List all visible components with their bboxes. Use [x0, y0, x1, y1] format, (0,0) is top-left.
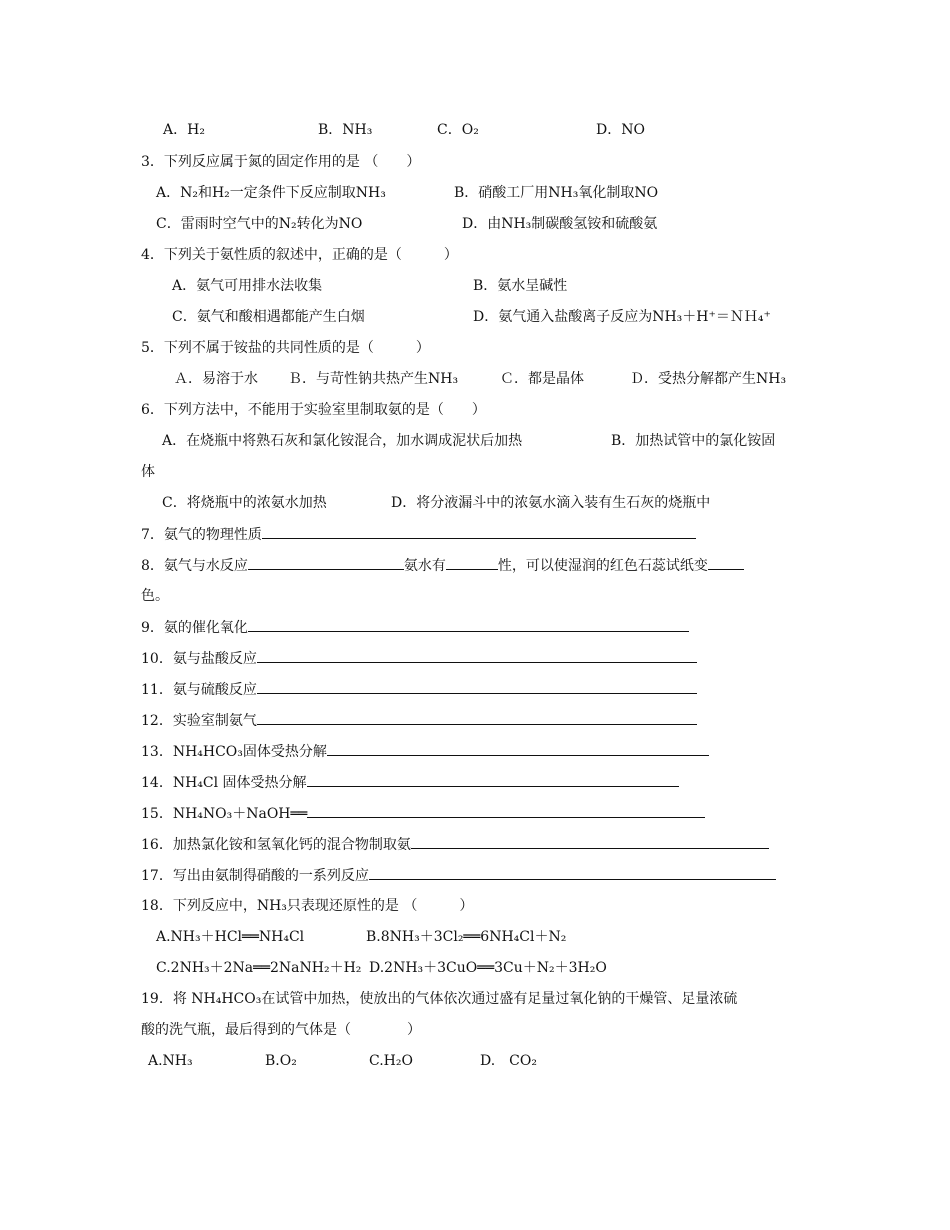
q3-option-c: C．雷雨时空气中的N₂转化为NO: [156, 216, 363, 232]
q11-answer-blank[interactable]: [257, 679, 697, 694]
q15-label: 15．NH₄NO₃＋NaOH══: [141, 806, 308, 822]
q16-line: [141, 834, 769, 855]
q14-label: 14．NH₄Cl 固体受热分解: [141, 775, 307, 791]
q15-line: [141, 803, 705, 824]
q8-line-end: 色。: [141, 588, 169, 604]
q10-label: 10．氨与盐酸反应: [141, 651, 257, 667]
q9-answer-blank[interactable]: [248, 617, 689, 632]
q11-label: 11．氨与硫酸反应: [141, 682, 257, 698]
q6-option-b: B．加热试管中的氯化铵固: [611, 433, 776, 449]
q17-answer-blank[interactable]: [369, 865, 776, 880]
q19-option-a: A.NH₃: [148, 1053, 193, 1069]
q10-line: [141, 648, 697, 669]
q17-line: [141, 865, 776, 886]
q5-option-c: Ｃ．都是晶体: [500, 371, 584, 387]
q9-label: 9．氨的催化氧化: [141, 620, 248, 636]
q11-line: [141, 679, 697, 700]
q2-option-c: C．O₂: [437, 122, 479, 138]
q19-option-c: C.H₂O: [369, 1053, 413, 1069]
q10-answer-blank[interactable]: [257, 648, 697, 663]
q6-option-d: D．将分液漏斗中的浓氨水滴入装有生石灰的烧瓶中: [391, 495, 711, 511]
q12-label: 12．实验室制氨气: [141, 713, 257, 729]
q7-line: [141, 524, 696, 545]
q12-line: [141, 710, 697, 731]
q13-answer-blank[interactable]: [327, 741, 709, 756]
q19-stem-line-1: 19．将 NH₄HCO₃在试管中加热，使放出的气体依次通过盛有足量过氧化钠的干燥管、足量浓硫: [141, 991, 738, 1007]
q3-stem: 3．下列反应属于氮的固定作用的是 （ ）: [141, 154, 421, 170]
q5-option-b: Ｂ．与苛性钠共热产生NH₃: [288, 371, 459, 387]
q3-option-b: B．硝酸工厂用NH₃氧化制取NO: [454, 185, 659, 201]
q4-option-c: C．氨气和酸相遇都能产生白烟: [172, 309, 365, 325]
q16-label: 16．加热氯化铵和氢氧化钙的混合物制取氨: [141, 837, 411, 853]
q8-text-ammonia-water: 氨水有: [403, 558, 446, 574]
q4-stem: 4．下列关于氨性质的叙述中，正确的是（ ）: [141, 247, 458, 263]
q18-option-d: D.2NH₃＋3CuO══3Cu＋N₂＋3H₂O: [369, 960, 607, 976]
q4-option-a: A．氨气可用排水法收集: [172, 278, 323, 294]
q12-answer-blank[interactable]: [257, 710, 697, 725]
q8-color-blank[interactable]: [708, 555, 744, 570]
q18-option-a: A.NH₃＋HCl══NH₄Cl: [156, 929, 305, 945]
q3-option-d: D．由NH₃制碳酸氢铵和硫酸氨: [462, 216, 658, 232]
q18-option-c: C.2NH₃＋2Na══2NaNH₂＋H₂: [156, 960, 362, 976]
q19-stem-line-2: 酸的洗气瓶，最后得到的气体是（ ）: [141, 1022, 421, 1038]
q8-line: [141, 555, 744, 576]
q4-option-b: B．氨水呈碱性: [473, 278, 568, 294]
q8-reaction-blank[interactable]: [248, 555, 404, 570]
q5-option-a: Ａ．易溶于水: [174, 371, 258, 387]
q7-answer-blank[interactable]: [262, 524, 696, 539]
q2-option-b: B．NH₃: [318, 122, 373, 138]
q19-option-d: D. CO₂: [480, 1053, 537, 1069]
q3-option-a: A．N₂和H₂一定条件下反应制取NH₃: [156, 185, 386, 201]
q17-label: 17．写出由氨制得硝酸的一系列反应: [141, 868, 369, 884]
q2-option-d: D．NO: [596, 122, 645, 138]
q8-property-blank[interactable]: [446, 555, 498, 570]
q14-answer-blank[interactable]: [307, 772, 679, 787]
q5-option-d: Ｄ．受热分解都产生NH₃: [630, 371, 787, 387]
q5-stem: 5．下列不属于铵盐的共同性质的是（ ）: [141, 340, 430, 356]
q18-stem: 18．下列反应中，NH₃只表现还原性的是 （ ）: [141, 898, 474, 914]
q8-label: 8．氨气与水反应: [141, 558, 248, 574]
q13-label: 13．NH₄HCO₃固体受热分解: [141, 744, 327, 760]
q4-option-d: D．氨气通入盐酸离子反应为NH₃＋H⁺＝ＮＨ₄⁺: [473, 309, 771, 325]
q18-option-b: B.8NH₃＋3Cl₂══6NH₄Cl＋N₂: [366, 929, 567, 945]
q7-label: 7．氨气的物理性质: [141, 527, 262, 543]
q6-stem: 6．下列方法中，不能用于实验室里制取氨的是（ ）: [141, 402, 486, 418]
q16-answer-blank[interactable]: [411, 834, 769, 849]
q6-option-b-continued: 体: [141, 464, 155, 480]
q15-answer-blank[interactable]: [307, 803, 705, 818]
q8-text-litmus: 性，可以使湿润的红色石蕊试纸变: [497, 558, 708, 574]
q9-line: [141, 617, 689, 638]
q2-option-a: A．H₂: [163, 122, 205, 138]
q6-option-a: A．在烧瓶中将熟石灰和氯化铵混合，加水调成泥状后加热: [162, 433, 523, 449]
q6-option-c: C．将烧瓶中的浓氨水加热: [162, 495, 327, 511]
q19-option-b: B.O₂: [265, 1053, 297, 1069]
q13-line: [141, 741, 709, 762]
q14-line: [141, 772, 679, 793]
